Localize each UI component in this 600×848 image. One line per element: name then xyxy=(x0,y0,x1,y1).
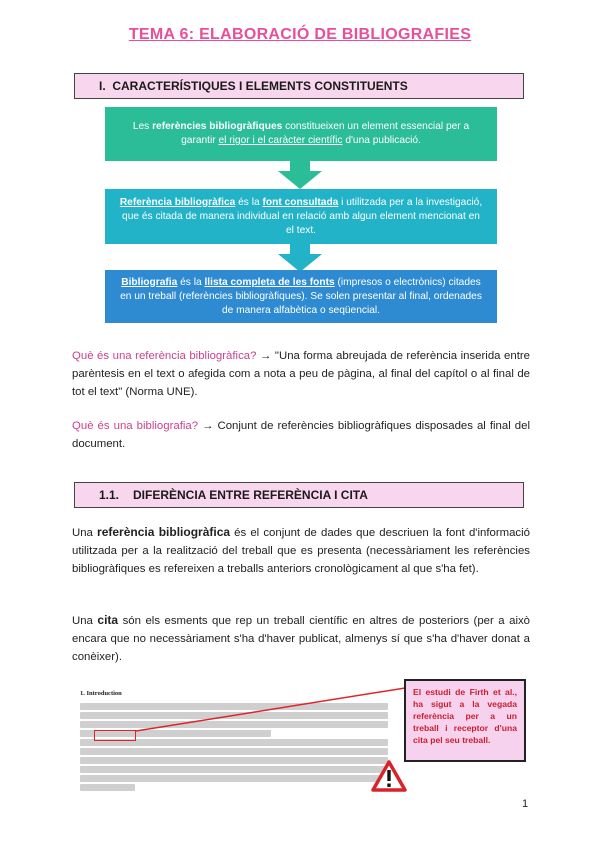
answer-text: Conjunt de referències bibliogràfiques disposades al final del document. xyxy=(72,420,530,450)
section-number: 1.1. xyxy=(99,488,120,502)
definition-box-references xyxy=(105,107,497,161)
box-bold: font consultada xyxy=(262,196,339,208)
box-underlined: el rigor i el caràcter científic xyxy=(218,135,343,146)
question-text: Què és una referència bibliogràfica? xyxy=(72,350,257,362)
paper-heading: 1. Introduction xyxy=(80,690,122,697)
down-arrow-icon xyxy=(278,242,322,272)
question-text: Què és una bibliografia? xyxy=(72,420,199,432)
definition-box-reference xyxy=(105,189,497,244)
box-bold: referències bibliogràfiques xyxy=(152,121,283,132)
para-text: Una xyxy=(72,615,98,627)
definition-box-bibliography xyxy=(105,270,497,323)
answer-text: "Una forma abreujada de referència inserida entre parèntesis en el text o afegida com a nota a peu de pàgina, al final del capítol o al final de tot el text" (Norma UNE). xyxy=(72,350,530,398)
para-text: Una xyxy=(72,527,98,539)
down-arrow-icon xyxy=(278,159,322,189)
box-bold: llista completa de les fonts xyxy=(204,276,335,288)
box-text: Les xyxy=(132,121,153,132)
para-bold: cita xyxy=(97,613,119,627)
box-text: és la xyxy=(177,276,205,288)
box-text: és la xyxy=(235,196,263,208)
section-number: I. xyxy=(99,79,106,93)
arrow-icon: → xyxy=(198,420,218,432)
citation-highlight xyxy=(94,730,136,741)
box-text: constitueixen un element essencial per a garantir xyxy=(181,121,470,146)
callout-note: El estudi de Firth et al., ha sigut a la vegada referència per a un treball i receptor d'una cita pel seu treball. xyxy=(404,679,526,762)
paragraph-citation-explained xyxy=(72,611,530,666)
box-bold: Bibliografia xyxy=(121,276,178,288)
para-bold: referència bibliogràfica xyxy=(97,525,231,539)
box-text: i utilitzada per a la investigació, que és citada de manera individual en relació amb algun element mencionat en el text. xyxy=(122,196,483,236)
box-text: d'una publicació. xyxy=(342,135,421,146)
page-title: TEMA 6: ELABORACIÓ DE BIBLIOGRAFIES xyxy=(128,26,472,43)
para-text: són els esments que rep un treball científic en altres de posteriors (per a això encara que no necessàriament s'ha d'haver publicat, almenys sí que s'ha d'haver donat a conèixer). xyxy=(72,615,531,663)
warning-icon xyxy=(371,760,407,792)
box-bold: Referència bibliogràfica xyxy=(119,196,236,208)
section-heading-1 xyxy=(74,73,524,99)
arrow-icon: → xyxy=(256,350,275,362)
page-number: 1 xyxy=(522,798,529,810)
paragraph-reference-explained xyxy=(72,523,530,578)
section-label: CARACTERÍSTIQUES I ELEMENTS CONSTITUENTS xyxy=(112,79,408,93)
paragraph-reference-definition xyxy=(72,347,530,401)
box-text: (impresos o electrònics) citades en un treball (referències bibliogràfiques). Se solen presentar al final, ordenades de manera alfabètica o seqüencial. xyxy=(120,276,482,316)
section-heading-1-1 xyxy=(74,482,524,508)
paragraph-bibliography-definition xyxy=(72,417,530,453)
para-text: és el conjunt de dades que descriuen la font d'informació utilitzada per a la realització del treball que es presenta (necessàriament les referències bibliogràfiques es refereixen a treballs anteriors cronològicament al que s'ha fet). xyxy=(72,527,530,575)
section-label: DIFERÈNCIA ENTRE REFERÈNCIA I CITA xyxy=(133,488,368,502)
paper-text-lines xyxy=(80,703,388,791)
paper-excerpt-image xyxy=(80,690,388,808)
